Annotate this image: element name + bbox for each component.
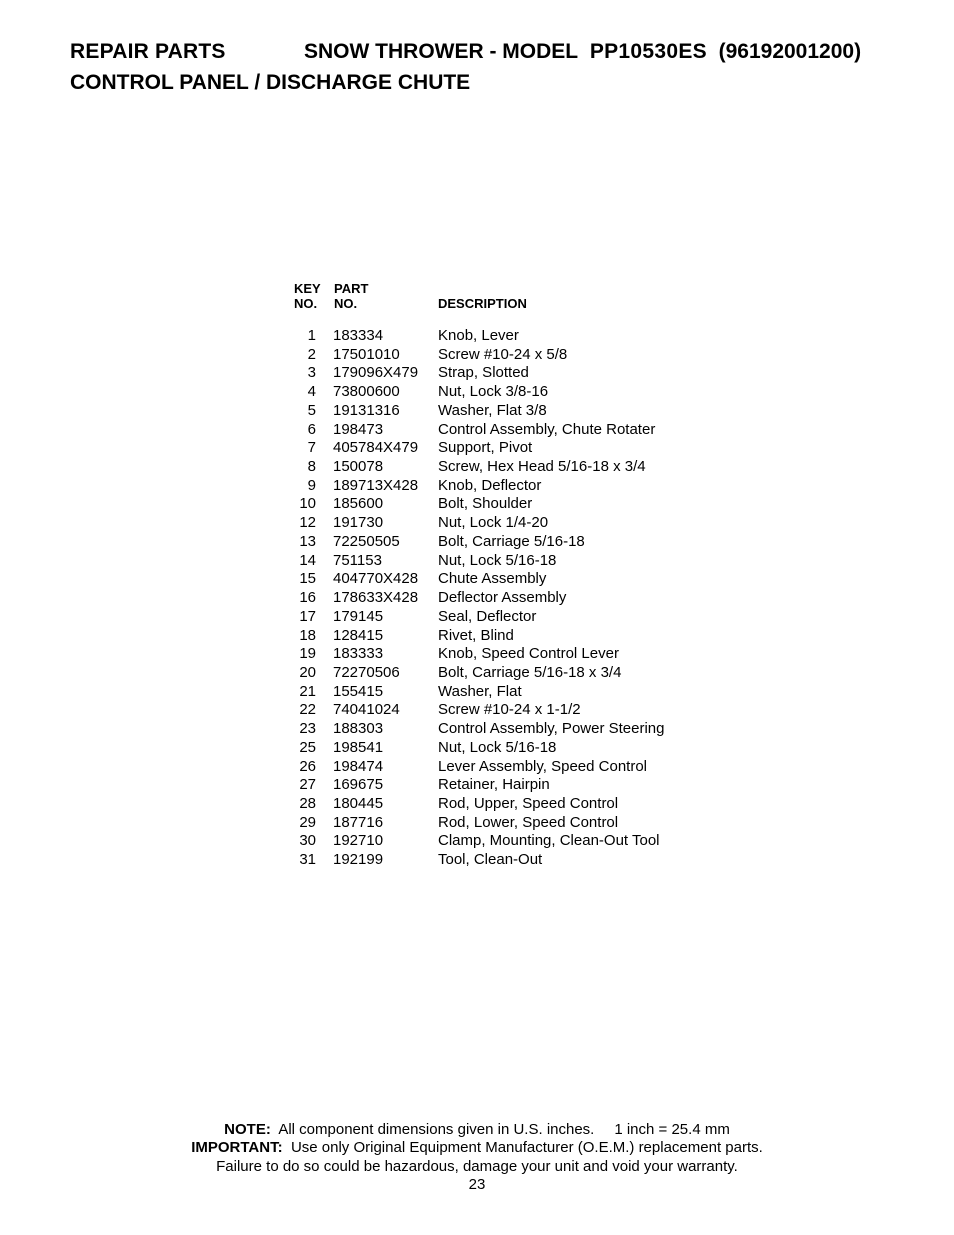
table-row — [288, 851, 708, 870]
table-row — [288, 514, 708, 533]
part-no-cell: 179096X479 — [333, 364, 419, 382]
table-row — [288, 720, 708, 739]
part-no-cell: 74041024 — [333, 701, 400, 719]
key-no-cell: 2 — [307, 345, 316, 363]
table-row — [288, 758, 708, 777]
description-cell: Washer, Flat — [438, 682, 522, 700]
page-header — [70, 38, 930, 66]
key-no-cell: 25 — [299, 738, 316, 756]
part-no-cell: 405784X479 — [333, 439, 419, 457]
key-no-cell: 3 — [307, 364, 316, 382]
key-header-line2: NO. — [294, 296, 318, 311]
table-row — [288, 701, 708, 720]
conversion-text: 1 inch = 25.4 mm — [614, 1121, 730, 1138]
table-row — [288, 327, 708, 346]
table-header — [288, 281, 708, 315]
key-no-cell: 29 — [299, 813, 316, 831]
table-row — [288, 645, 708, 664]
key-no-cell: 30 — [299, 832, 316, 850]
part-no-cell: 150078 — [333, 458, 384, 476]
key-no-cell: 31 — [299, 851, 316, 869]
key-no-header — [294, 281, 330, 311]
part-no-cell: 179145 — [333, 607, 384, 625]
table-row — [288, 495, 708, 514]
description-cell: Nut, Lock 5/16-18 — [438, 551, 557, 569]
key-no-cell: 10 — [299, 495, 316, 513]
description-cell: Nut, Lock 1/4-20 — [438, 514, 549, 532]
table-row — [288, 533, 708, 552]
description-cell: Bolt, Carriage 5/16-18 x 3/4 — [438, 663, 622, 681]
description-cell: Bolt, Carriage 5/16-18 — [438, 532, 585, 550]
table-row — [288, 477, 708, 496]
description-cell: Knob, Lever — [438, 327, 519, 344]
description-cell: Screw, Hex Head 5/16-18 x 3/4 — [438, 458, 646, 476]
description-cell: Rod, Lower, Speed Control — [438, 813, 619, 831]
key-no-cell: 7 — [307, 439, 316, 457]
key-no-cell: 23 — [299, 720, 316, 738]
key-no-cell: 15 — [299, 570, 316, 588]
description-cell: Support, Pivot — [438, 439, 533, 457]
description-cell: Retainer, Hairpin — [438, 776, 550, 794]
key-no-cell: 5 — [307, 401, 316, 419]
part-no-cell: 188303 — [333, 720, 384, 738]
description-cell: Rod, Upper, Speed Control — [438, 794, 619, 812]
key-no-cell: 1 — [307, 327, 316, 344]
key-no-cell: 21 — [299, 682, 316, 700]
key-no-cell: 19 — [299, 645, 316, 663]
table-row — [288, 346, 708, 365]
table-row — [288, 627, 708, 646]
key-no-cell: 20 — [299, 663, 316, 681]
description-header: DESCRIPTION — [438, 296, 527, 311]
part-no-cell: 73800600 — [333, 383, 400, 401]
part-no-cell: 72270506 — [333, 663, 400, 681]
part-no-cell: 192710 — [333, 832, 384, 850]
part-no-cell: 198473 — [333, 420, 384, 438]
key-no-cell: 6 — [307, 420, 316, 438]
description-cell: Screw #10-24 x 5/8 — [438, 345, 568, 363]
key-no-cell: 18 — [299, 626, 316, 644]
key-no-cell: 8 — [307, 458, 316, 476]
description-cell: Lever Assembly, Speed Control — [438, 757, 647, 775]
table-row — [288, 402, 708, 421]
part-header-line2: NO. — [334, 296, 358, 311]
model-name: PP10530ES — [589, 40, 707, 63]
note-label: NOTE: — [224, 1121, 271, 1138]
description-cell: Nut, Lock 5/16-18 — [438, 738, 557, 756]
section-title: CONTROL PANEL / DISCHARGE CHUTE — [70, 71, 471, 94]
table-row — [288, 664, 708, 683]
snow-thrower-label: SNOW THROWER - MODEL — [304, 40, 579, 63]
table-row — [288, 814, 708, 833]
description-cell: Chute Assembly — [438, 570, 547, 588]
part-no-cell: 192199 — [333, 851, 384, 869]
note-line — [0, 1121, 954, 1139]
key-no-cell: 17 — [299, 607, 316, 625]
description-cell: Tool, Clean-Out — [438, 851, 543, 869]
part-no-cell: 404770X428 — [333, 570, 419, 588]
part-no-cell: 17501010 — [333, 345, 400, 363]
part-no-cell: 187716 — [333, 813, 384, 831]
table-row — [288, 795, 708, 814]
description-cell: Rivet, Blind — [438, 626, 514, 644]
part-no-cell: 178633X428 — [333, 589, 419, 607]
table-row — [288, 421, 708, 440]
table-row — [288, 552, 708, 571]
important-text: Use only Original Equipment Manufacturer (O.E.M.) replacement parts. — [290, 1139, 763, 1157]
description-cell: Seal, Deflector — [438, 607, 537, 625]
description-cell: Washer, Flat 3/8 — [438, 401, 547, 419]
key-no-cell: 16 — [299, 589, 316, 607]
table-row — [288, 832, 708, 851]
note-text: All component dimensions given in U.S. inches. — [278, 1121, 595, 1138]
part-no-header — [334, 281, 368, 311]
table-row — [288, 383, 708, 402]
key-no-cell: 9 — [307, 476, 316, 494]
model-number: (96192001200) — [718, 40, 862, 63]
key-no-cell: 12 — [299, 514, 316, 532]
key-header-line1: KEY — [294, 281, 321, 296]
key-no-cell: 13 — [299, 532, 316, 550]
description-cell: Knob, Deflector — [438, 476, 542, 494]
table-row — [288, 608, 708, 627]
table-row — [288, 458, 708, 477]
key-no-cell: 14 — [299, 551, 316, 569]
table-row — [288, 439, 708, 458]
part-no-cell: 155415 — [333, 682, 384, 700]
key-no-cell: 26 — [299, 757, 316, 775]
key-no-cell: 28 — [299, 794, 316, 812]
key-no-cell: 22 — [299, 701, 316, 719]
description-cell: Clamp, Mounting, Clean-Out Tool — [438, 832, 660, 850]
description-cell: Deflector Assembly — [438, 589, 567, 607]
part-no-cell: 751153 — [333, 551, 382, 569]
important-label: IMPORTANT: — [191, 1139, 283, 1157]
description-cell: Knob, Speed Control Lever — [438, 645, 619, 663]
part-no-cell: 191730 — [333, 514, 384, 532]
table-row — [288, 364, 708, 383]
parts-table — [288, 281, 708, 869]
part-no-cell: 183334 — [333, 327, 384, 344]
table-row — [288, 739, 708, 758]
part-no-cell: 183333 — [333, 645, 384, 663]
description-cell: Nut, Lock 3/8-16 — [438, 383, 549, 401]
page-footer — [0, 1121, 954, 1194]
part-no-cell: 198474 — [333, 757, 384, 775]
table-row — [288, 570, 708, 589]
important-line — [0, 1139, 954, 1157]
part-no-cell: 185600 — [333, 495, 384, 513]
table-row — [288, 683, 708, 702]
part-no-cell: 72250505 — [333, 532, 400, 550]
part-no-cell: 128415 — [333, 626, 384, 644]
part-no-cell: 198541 — [333, 738, 384, 756]
description-cell: Strap, Slotted — [438, 364, 529, 382]
description-cell: Control Assembly, Power Steering — [438, 720, 665, 738]
table-row — [288, 589, 708, 608]
page-number: 23 — [468, 1175, 486, 1193]
description-cell: Control Assembly, Chute Rotater — [438, 420, 656, 438]
key-no-cell: 27 — [299, 776, 316, 794]
description-cell: Screw #10-24 x 1-1/2 — [438, 701, 581, 719]
part-no-cell: 189713X428 — [333, 476, 419, 494]
part-no-cell: 169675 — [333, 776, 384, 794]
part-no-cell: 180445 — [333, 794, 384, 812]
repair-parts-title: REPAIR PARTS — [70, 40, 226, 63]
parts-rows — [288, 327, 708, 870]
part-no-cell: 19131316 — [333, 401, 400, 419]
table-row — [288, 776, 708, 795]
warning-line: Failure to do so could be hazardous, damage your unit and void your warranty. — [216, 1157, 738, 1175]
description-cell: Bolt, Shoulder — [438, 495, 533, 513]
part-header-line1: PART — [334, 281, 369, 296]
key-no-cell: 4 — [307, 383, 316, 401]
